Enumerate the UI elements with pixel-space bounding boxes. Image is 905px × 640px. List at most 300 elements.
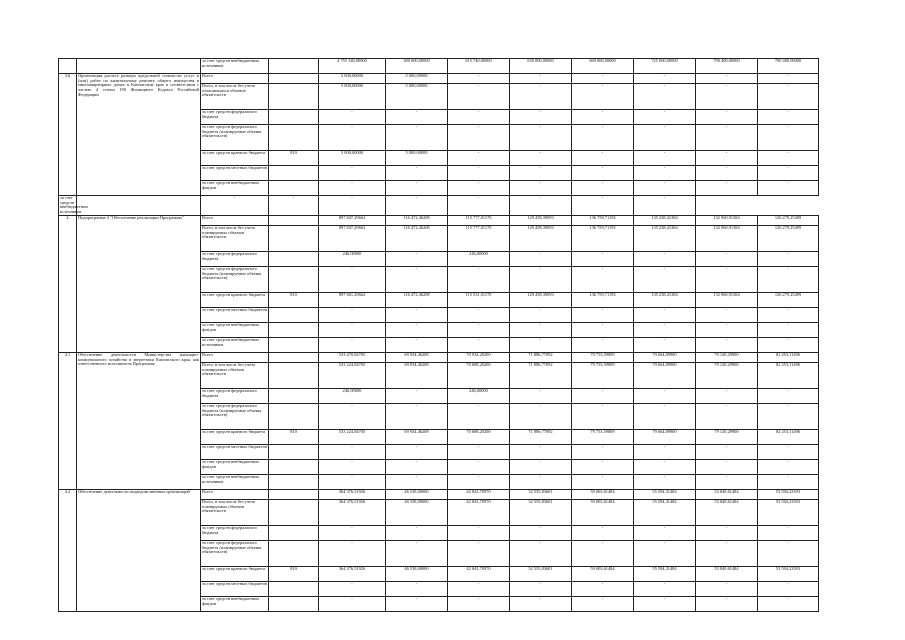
year-value: 79 664,09900	[634, 352, 696, 362]
total-value: 897 847,29662	[319, 225, 386, 251]
year-value: -	[634, 266, 696, 292]
year-value: -	[758, 596, 819, 611]
year-value: -	[758, 525, 819, 540]
year-value: 136 759,71193	[572, 292, 634, 307]
year-value: -	[634, 151, 696, 166]
year-value: -	[758, 337, 819, 352]
funding-source: за счет средств федерального бюджета (планируемые объемы обязательств)	[201, 403, 269, 429]
year-value: -	[572, 444, 634, 459]
budget-code	[269, 225, 319, 251]
budget-code: 810	[269, 151, 319, 166]
year-value: 116 472,46208	[386, 292, 448, 307]
year-value: 53 840,61484	[696, 499, 758, 525]
year-value: -	[386, 474, 448, 489]
row-number: 4.2	[59, 489, 77, 611]
total-value: -	[319, 474, 386, 489]
year-value: -	[510, 84, 572, 110]
year-value: -	[386, 444, 448, 459]
year-value: -	[510, 266, 572, 292]
row-number	[59, 59, 77, 74]
budget-code	[269, 266, 319, 292]
year-value: 53 840,61484	[696, 566, 758, 581]
funding-source: за счет средств местных бюджетов	[201, 581, 269, 596]
total-value: -	[319, 125, 386, 151]
funding-source: Всего	[201, 489, 269, 499]
year-value: -	[634, 596, 696, 611]
year-value: -	[386, 307, 448, 322]
budget-code	[269, 84, 319, 110]
year-value: -	[386, 166, 448, 181]
year-value: 79 664,09900	[634, 362, 696, 388]
year-value: 59 003,61484	[572, 489, 634, 499]
year-value: -	[696, 322, 758, 337]
measure-name	[77, 59, 201, 74]
year-value: -	[758, 166, 819, 181]
year-value: 116 472,46208	[386, 215, 448, 225]
year-value: -	[510, 403, 572, 429]
year-value: -	[572, 403, 634, 429]
total-value: -	[319, 337, 386, 352]
funding-source: за счет средств внебюджетных фондов	[201, 596, 269, 611]
year-value: -	[448, 525, 510, 540]
year-value: -	[758, 459, 819, 474]
total-value: 364 376,51926	[319, 499, 386, 525]
year-value: -	[386, 388, 448, 403]
year-value: -	[634, 166, 696, 181]
budget-code	[269, 337, 319, 352]
funding-source: за счет средств федерального бюджета (планируемые объемы обязательств)	[201, 266, 269, 292]
year-value: -	[510, 151, 572, 166]
year-value: -	[448, 444, 510, 459]
year-value: -	[634, 110, 696, 125]
year-value: -	[572, 196, 634, 216]
funding-source: Всего, в том числе без учета отлагающихся объемов обязательств	[201, 84, 269, 110]
budget-code	[269, 525, 319, 540]
year-value: -	[758, 581, 819, 596]
total-value: 533 470,84705	[319, 352, 386, 362]
year-value: 55 594,31484	[634, 489, 696, 499]
year-value: 129 458,39093	[510, 215, 572, 225]
year-value: -	[696, 525, 758, 540]
year-value: -	[572, 581, 634, 596]
budget-code	[269, 322, 319, 337]
year-value: -	[696, 459, 758, 474]
year-value: -	[510, 596, 572, 611]
year-value: -	[448, 166, 510, 181]
year-value: -	[696, 151, 758, 166]
year-value: -	[634, 459, 696, 474]
year-value: 42 843,70970	[448, 499, 510, 525]
measure-name: Организация расчета размера предельной стоимости услуг и (или) работ по капитальному ремонту общего имущества в многоквартирных домах в Камчатском крае в соответствии с частью 4 статьи 190 Жилищного Кодекса Российской Федерации	[77, 74, 201, 196]
year-value: 46 538,00000	[386, 499, 448, 525]
year-value: -	[572, 266, 634, 292]
year-value: -	[448, 459, 510, 474]
budget-code	[269, 489, 319, 499]
budget-code: 810	[269, 429, 319, 444]
year-value: -	[696, 84, 758, 110]
year-value: -	[386, 322, 448, 337]
total-value: 897 601,29662	[319, 292, 386, 307]
year-value: -	[696, 181, 758, 196]
year-value: 79 120,29900	[696, 362, 758, 388]
year-value: -	[634, 540, 696, 566]
year-value: 630 000,00000	[510, 59, 572, 74]
year-value: -	[758, 540, 819, 566]
year-value: -	[448, 403, 510, 429]
year-value: -	[572, 525, 634, 540]
total-value: 246,00000	[319, 251, 386, 266]
year-value: -	[696, 125, 758, 151]
table-row	[59, 489, 819, 499]
year-value: -	[386, 251, 448, 266]
year-value: -	[572, 74, 634, 84]
budget-code	[269, 215, 319, 225]
budget-code	[269, 352, 319, 362]
budget-code	[77, 196, 201, 216]
year-value: 132 960,91384	[696, 225, 758, 251]
year-value: 55 594,31484	[634, 499, 696, 525]
year-value: -	[634, 251, 696, 266]
year-value: -	[572, 459, 634, 474]
year-value: -	[696, 337, 758, 352]
year-value: 53 594,23593	[758, 499, 819, 525]
year-value: -	[510, 196, 572, 216]
budget-code	[269, 581, 319, 596]
year-value: 79 753,59809	[572, 362, 634, 388]
year-value: 70 934,20200	[448, 352, 510, 362]
total-value: -	[319, 266, 386, 292]
year-value: -	[572, 125, 634, 151]
total-value: 364 376,51926	[319, 489, 386, 499]
year-value: -	[634, 474, 696, 489]
budget-code	[269, 444, 319, 459]
year-value: -	[448, 474, 510, 489]
year-value: -	[386, 525, 448, 540]
year-value: 70 688,20200	[448, 362, 510, 388]
budget-code	[269, 403, 319, 429]
year-value: -	[572, 251, 634, 266]
total-value: 4 755 140,00000	[319, 59, 386, 74]
budget-table	[58, 58, 819, 612]
year-value: -	[572, 151, 634, 166]
year-value: -	[634, 181, 696, 196]
year-value: 380 000,00000	[386, 59, 448, 74]
year-value: 53 594,23593	[758, 566, 819, 581]
year-value: -	[634, 581, 696, 596]
total-value: 533 224,84705	[319, 362, 386, 388]
table-row	[59, 352, 819, 362]
year-value: 135 238,41384	[634, 215, 696, 225]
year-value: 69 934,46208	[386, 362, 448, 388]
year-value: -	[758, 322, 819, 337]
budget-code	[269, 110, 319, 125]
year-value: 790 400,00000	[696, 59, 758, 74]
total-value: -	[319, 444, 386, 459]
budget-code	[269, 540, 319, 566]
year-value: -	[758, 444, 819, 459]
year-value: -	[448, 151, 510, 166]
year-value: 71 886,77092	[510, 429, 572, 444]
total-value: -	[319, 596, 386, 611]
year-value: 115 531,01170	[448, 292, 510, 307]
funding-source: Всего	[201, 74, 269, 84]
year-value: 32 555,83601	[510, 566, 572, 581]
year-value: 129 458,39093	[510, 292, 572, 307]
funding-source: за счет средств краевого бюджета	[201, 151, 269, 166]
year-value: 5 000,00000	[386, 84, 448, 110]
year-value: -	[510, 459, 572, 474]
funding-source: за счет средств федерального бюджета (планируемые объемы обязательств)	[201, 125, 269, 151]
year-value: -	[758, 251, 819, 266]
year-value: -	[696, 74, 758, 84]
total-value: -	[319, 110, 386, 125]
year-value: -	[696, 540, 758, 566]
year-value: 71 886,77092	[510, 362, 572, 388]
total-value: -	[319, 166, 386, 181]
funding-source: за счет средств краевого бюджета	[201, 429, 269, 444]
funding-source: Всего, в том числе без учета планируемых объемов обязательств	[201, 225, 269, 251]
year-value: 79 120,29900	[696, 429, 758, 444]
year-value: -	[510, 444, 572, 459]
year-value: -	[572, 307, 634, 322]
year-value: 79 664,09900	[634, 429, 696, 444]
budget-code	[269, 166, 319, 181]
funding-source: за счет средств местных бюджетов	[201, 444, 269, 459]
year-value: -	[448, 322, 510, 337]
year-value: -	[634, 307, 696, 322]
year-value: 790 400,00000	[758, 59, 819, 74]
total-value: -	[319, 403, 386, 429]
year-value: 115 777,01170	[448, 215, 510, 225]
year-value: 46 538,00000	[386, 489, 448, 499]
total-value: 533 224,84705	[319, 429, 386, 444]
year-value: -	[386, 581, 448, 596]
budget-code	[269, 596, 319, 611]
year-value: 660 000,00000	[572, 59, 634, 74]
year-value: -	[510, 322, 572, 337]
budget-code	[269, 59, 319, 74]
funding-source: за счет средств внебюджетных источников	[201, 59, 269, 74]
funding-source: за счет средств внебюджетных источников	[60, 195, 89, 215]
year-value: 135 238,41384	[634, 292, 696, 307]
year-value: -	[510, 581, 572, 596]
year-value: -	[510, 251, 572, 266]
funding-source: за счет средств федерального бюджета	[201, 388, 269, 403]
year-value: -	[758, 125, 819, 151]
year-value: -	[758, 474, 819, 489]
year-value: -	[696, 266, 758, 292]
table-row	[59, 196, 819, 216]
year-value: 70 688,20200	[448, 429, 510, 444]
year-value: -	[634, 84, 696, 110]
year-value: -	[510, 125, 572, 151]
year-value: -	[758, 84, 819, 110]
year-value: 82 253,11496	[758, 362, 819, 388]
year-value: 79 120,29900	[696, 352, 758, 362]
year-value: 126 279,25499	[758, 225, 819, 251]
year-value: 135 238,41384	[634, 225, 696, 251]
year-value: -	[634, 388, 696, 403]
total-value: -	[319, 459, 386, 474]
funding-source: за счет средств местных бюджетов	[201, 307, 269, 322]
budget-code	[269, 74, 319, 84]
year-value: -	[696, 166, 758, 181]
year-value: -	[696, 110, 758, 125]
budget-code	[269, 307, 319, 322]
funding-source: за счет средств местных бюджетов	[201, 166, 269, 181]
year-value: -	[510, 388, 572, 403]
year-value: -	[696, 403, 758, 429]
year-value: -	[758, 307, 819, 322]
year-value: -	[758, 74, 819, 84]
funding-source: за счет средств федерального бюджета	[201, 251, 269, 266]
year-value: -	[448, 581, 510, 596]
measure-name: Обеспечение деятельности подведомственных организаций	[77, 489, 201, 611]
year-value: -	[572, 181, 634, 196]
year-value: -	[634, 125, 696, 151]
total-value: 364 376,51926	[319, 566, 386, 581]
budget-table-body	[59, 59, 819, 612]
year-value: -	[448, 84, 510, 110]
year-value: 59 003,61484	[572, 499, 634, 525]
total-value: -	[319, 525, 386, 540]
year-value: -	[386, 196, 448, 216]
year-value: 42 843,70970	[448, 566, 510, 581]
year-value: -	[386, 459, 448, 474]
funding-source: за счет средств внебюджетных источников	[201, 474, 269, 489]
year-value: 82 253,11496	[758, 352, 819, 362]
total-value: 5 000,00000	[319, 151, 386, 166]
year-value: -	[572, 474, 634, 489]
year-value: -	[386, 337, 448, 352]
total-value: -	[319, 307, 386, 322]
year-value: 69 934,46208	[386, 352, 448, 362]
year-value: -	[386, 403, 448, 429]
year-value: 126 279,25499	[758, 215, 819, 225]
year-value: 246,00000	[448, 251, 510, 266]
year-value: -	[572, 596, 634, 611]
year-value: -	[696, 307, 758, 322]
year-value: -	[634, 196, 696, 216]
total-value: 5 000,00000	[319, 84, 386, 110]
budget-code: 810	[269, 566, 319, 581]
budget-code	[269, 499, 319, 525]
year-value: -	[572, 84, 634, 110]
year-value: 136 759,71193	[572, 215, 634, 225]
year-value: 129 458,39093	[510, 225, 572, 251]
year-value: -	[696, 596, 758, 611]
year-value: -	[572, 337, 634, 352]
year-value: -	[448, 125, 510, 151]
row-number: 3.6	[59, 74, 77, 196]
budget-code	[269, 362, 319, 388]
funding-source: Всего	[201, 352, 269, 362]
year-value: -	[510, 110, 572, 125]
year-value: -	[448, 196, 510, 216]
year-value: -	[572, 110, 634, 125]
year-value: -	[510, 307, 572, 322]
year-value: 132 960,91384	[696, 215, 758, 225]
funding-source: Всего, в том числе без учета планируемых объемов обязательств	[201, 499, 269, 525]
year-value: 126 279,25499	[758, 292, 819, 307]
budget-code	[269, 388, 319, 403]
table-row	[59, 59, 819, 74]
year-value: 79 753,59809	[572, 429, 634, 444]
total-value: -	[319, 581, 386, 596]
year-value: -	[510, 474, 572, 489]
funding-source: за счет средств федерального бюджета	[201, 110, 269, 125]
year-value: 246,00000	[448, 388, 510, 403]
year-value: 32 555,83601	[510, 489, 572, 499]
total-value: 897 847,29662	[319, 215, 386, 225]
year-value: 32 555,83601	[510, 499, 572, 525]
year-value: 82 253,11496	[758, 429, 819, 444]
year-value: -	[386, 266, 448, 292]
year-value: -	[510, 74, 572, 84]
funding-source: Всего, в том числе без учета планируемых объемов обязательств	[201, 362, 269, 388]
budget-code	[269, 474, 319, 489]
year-value: -	[319, 196, 386, 216]
budget-code: 810	[269, 292, 319, 307]
row-number: 4	[59, 215, 77, 352]
year-value: -	[386, 125, 448, 151]
year-value: -	[696, 251, 758, 266]
year-value: -	[634, 74, 696, 84]
total-value: 5 000,00000	[319, 74, 386, 84]
year-value: -	[758, 266, 819, 292]
year-value: -	[758, 181, 819, 196]
year-value: -	[634, 403, 696, 429]
year-value: -	[510, 181, 572, 196]
year-value: 725 000,00000	[634, 59, 696, 74]
year-value: 53 840,61484	[696, 489, 758, 499]
total-value: -	[319, 322, 386, 337]
year-value: -	[696, 474, 758, 489]
year-value: -	[696, 581, 758, 596]
year-value: 69 934,46208	[386, 429, 448, 444]
year-value: 615 740,00000	[448, 59, 510, 74]
year-value: -	[572, 540, 634, 566]
year-value: -	[386, 596, 448, 611]
year-value: 136 759,71193	[572, 225, 634, 251]
year-value: 53 594,23593	[758, 489, 819, 499]
year-value: 116 472,46208	[386, 225, 448, 251]
year-value: 5 000,00000	[386, 74, 448, 84]
year-value: -	[448, 307, 510, 322]
year-value: -	[448, 74, 510, 84]
measure-name: Обеспечение деятельности Министерства жилищно-коммунального хозяйства и энергетики Камчатского края, как ответственного исполнителя Программы	[77, 352, 201, 489]
funding-source: за счет средств внебюджетных фондов	[201, 322, 269, 337]
funding-source: за счет средств внебюджетных фондов	[201, 459, 269, 474]
total-value: -	[201, 196, 269, 216]
funding-source: за счет средств краевого бюджета	[201, 292, 269, 307]
year-value: -	[758, 110, 819, 125]
year-value: -	[448, 596, 510, 611]
year-value: -	[510, 525, 572, 540]
year-value: -	[696, 388, 758, 403]
year-value: 42 843,70970	[448, 489, 510, 499]
year-value: 59 003,61484	[572, 566, 634, 581]
funding-source: за счет средств федерального бюджета (планируемые объемы обязательств)	[201, 540, 269, 566]
year-value: 5 000,00000	[386, 151, 448, 166]
total-value: -	[319, 181, 386, 196]
year-value: -	[758, 151, 819, 166]
year-value: -	[448, 266, 510, 292]
year-value: -	[634, 444, 696, 459]
year-value: -	[510, 337, 572, 352]
year-value: -	[634, 322, 696, 337]
year-value: -	[448, 110, 510, 125]
